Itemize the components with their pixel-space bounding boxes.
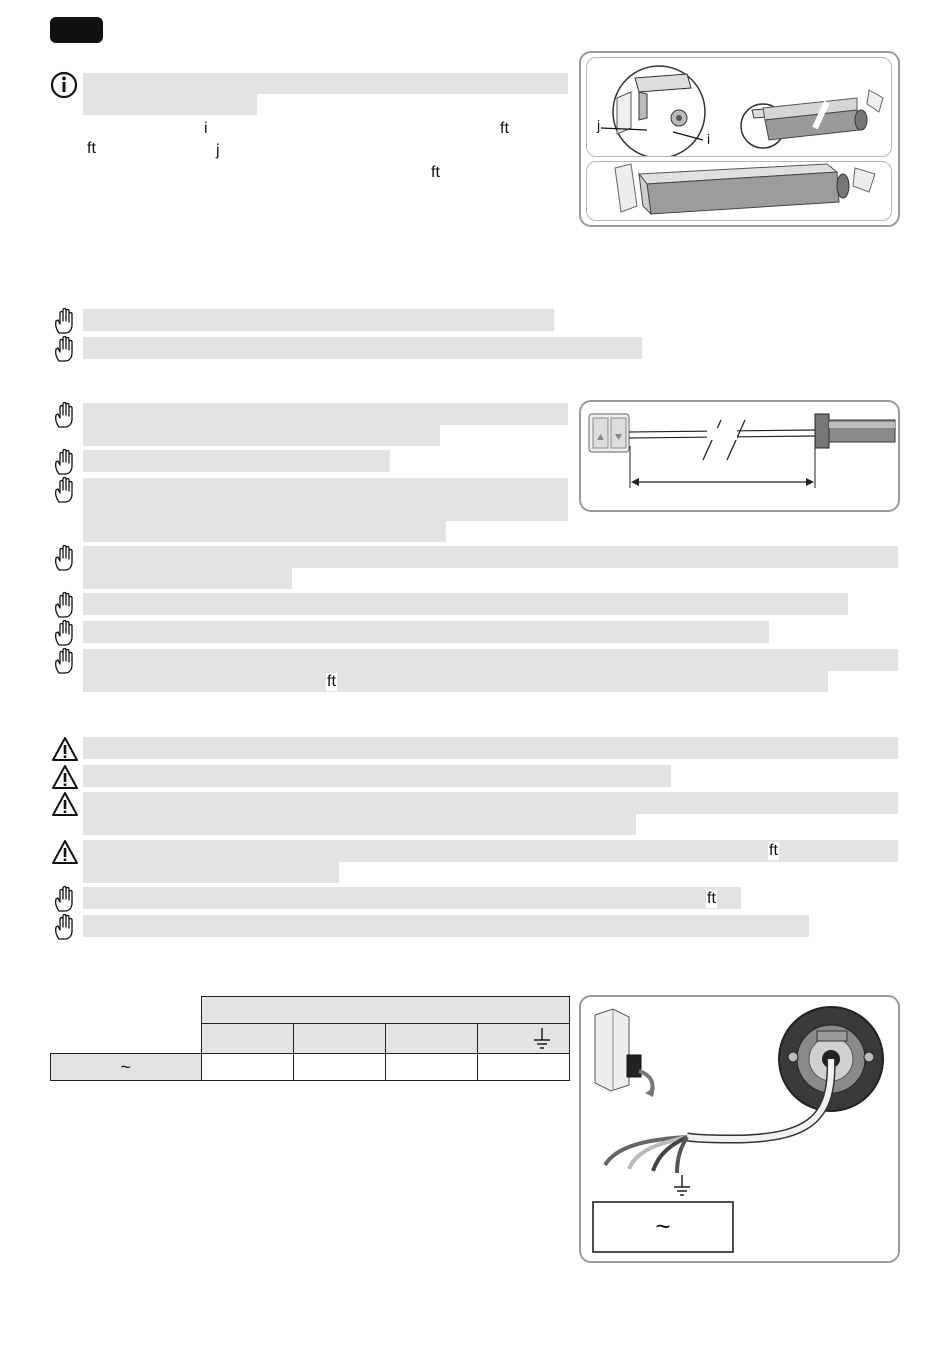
redacted-text-line [83, 546, 898, 568]
figure-mounting-bottom [586, 161, 892, 221]
redacted-text-line [83, 621, 769, 643]
table-cell [293, 1054, 385, 1081]
redacted-text-line [83, 814, 636, 835]
redacted-text-line [83, 887, 741, 909]
hand-icon [51, 591, 79, 619]
ground-symbol-icon [533, 1027, 551, 1051]
figure-cable-panel [579, 400, 900, 512]
wiring-table [50, 996, 570, 1081]
ligature-ft: ft [431, 164, 440, 181]
table-header-group [201, 997, 569, 1024]
table-subheader [201, 1024, 293, 1054]
figure-mounting-top [586, 57, 892, 157]
section-tag [50, 17, 103, 43]
hand-icon [51, 401, 79, 429]
redacted-text-line [83, 765, 671, 787]
hand-icon [51, 476, 79, 504]
ligature-ft: ft [327, 673, 336, 690]
warning-triangle-icon [51, 790, 79, 818]
redacted-text-line [83, 737, 898, 759]
redacted-text-line [83, 337, 642, 359]
redacted-text-line [83, 450, 390, 472]
table-corner [51, 997, 202, 1024]
hand-icon [51, 335, 79, 363]
ligature-ft: ft [707, 890, 716, 907]
figure-label-i: i [707, 131, 711, 147]
redacted-text-line [83, 792, 898, 814]
motor-wiring-illustration [581, 997, 898, 1261]
redacted-text-line [83, 862, 339, 883]
redacted-text-line [83, 425, 440, 446]
redacted-text-line [83, 593, 848, 615]
hand-icon [51, 307, 79, 335]
figure-wiring-panel [579, 995, 900, 1263]
table-corner [51, 1024, 202, 1054]
mounting-detail-illustration [587, 58, 891, 156]
hand-icon [51, 448, 79, 476]
redacted-text-line [83, 915, 809, 937]
redacted-text-line [83, 403, 568, 425]
ligature-ft: ft [87, 140, 96, 157]
warning-triangle-icon [51, 838, 79, 866]
redacted-text-line [83, 500, 568, 521]
warning-triangle-icon [51, 735, 79, 763]
redacted-text-line [83, 649, 898, 671]
redacted-text-line [83, 94, 257, 115]
redacted-text-line [83, 73, 568, 94]
redacted-text-line [83, 671, 828, 692]
ref-mark-i: i [204, 120, 208, 137]
figure-mounting-panel [579, 51, 900, 227]
table-cell [201, 1054, 293, 1081]
redacted-text-line [83, 568, 292, 589]
table-subheader-ground [477, 1024, 569, 1054]
ref-mark-j: j [216, 142, 220, 159]
ligature-ft: ft [769, 842, 778, 859]
figure-label-j: j [597, 117, 601, 133]
hand-icon [51, 913, 79, 941]
redacted-text-line [83, 521, 446, 542]
hand-icon [51, 544, 79, 572]
warning-triangle-icon [51, 763, 79, 791]
hand-icon [51, 885, 79, 913]
table-cell [385, 1054, 477, 1081]
redacted-text-line [83, 478, 568, 500]
redacted-text-line [83, 309, 554, 331]
assembled-box-illustration [587, 162, 891, 220]
hand-icon [51, 619, 79, 647]
ac-symbol: ~ [120, 1057, 131, 1077]
power-box-ac-symbol: ~ [655, 1211, 671, 1241]
info-icon [50, 71, 78, 99]
ligature-ft: ft [500, 120, 509, 137]
table-subheader [293, 1024, 385, 1054]
cable-length-illustration [581, 402, 898, 510]
table-cell [477, 1054, 569, 1081]
hand-icon [51, 647, 79, 675]
row-label-ac [51, 1054, 202, 1081]
table-subheader [385, 1024, 477, 1054]
